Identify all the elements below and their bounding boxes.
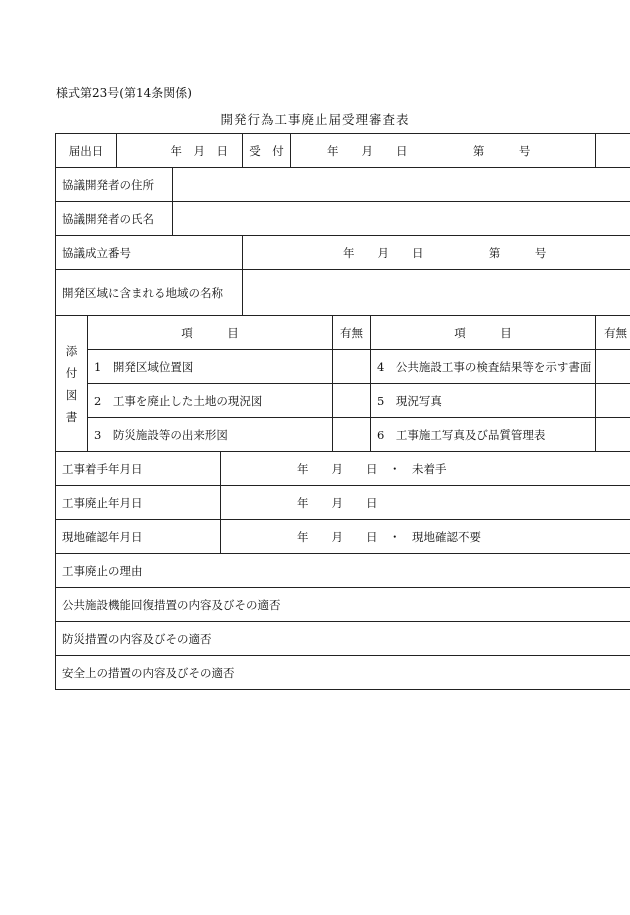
receipt-date: 年 月 日 [327,143,408,158]
attachments-row-2 [56,384,630,418]
attachments-row-1 [56,350,630,384]
area-name-field[interactable] [243,270,630,316]
attachment-item-2: 2 工事を廃止した土地の現況図 [88,384,333,418]
attachments-item-header-right: 項 目 [371,316,596,350]
agreement-date: 年 月 日 [343,245,424,260]
safety-label: 安全上の措置の内容及びその適否 [62,665,235,680]
agreement-number-label: 協議成立番号 [56,236,243,270]
site-check-label: 現地確認年月日 [56,520,221,554]
review-table [55,133,630,690]
site-check-field[interactable]: 年 月 日 ・ 現地確認不要 [221,520,630,554]
reason-label: 工事廃止の理由 [62,563,143,578]
safety-field[interactable] [56,656,630,690]
attachment-presence-2[interactable] [333,384,371,418]
attachment-presence-3[interactable] [333,418,371,452]
attachment-presence-6[interactable] [596,418,630,452]
construction-start-label: 工事着手年月日 [56,452,221,486]
row-site-check [56,520,630,554]
attachments-row-3 [56,418,630,452]
disaster-prevention-label: 防災措置の内容及びその適否 [62,631,212,646]
attachments-presence-header-right: 有無 [596,316,630,350]
construction-stop-field[interactable]: 年 月 日 [221,486,630,520]
attachment-item-4: 4 公共施設工事の検査結果等を示す書面 [371,350,596,384]
attachment-presence-4[interactable] [596,350,630,384]
row-developer-name [56,202,630,236]
reason-field[interactable] [56,554,630,588]
row-agreement-number [56,236,630,270]
attachment-item-6: 6 工事施工写真及び品質管理表 [371,418,596,452]
public-facility-label: 公共施設機能回復措置の内容及びその適否 [62,597,281,612]
form-title: 開発行為工事廃止届受理審査表 [220,112,410,127]
notify-date-field[interactable]: 年 月 日 [117,134,243,168]
row-safety [56,656,630,690]
attachment-item-5: 5 現況写真 [371,384,596,418]
construction-start-field[interactable]: 年 月 日 ・ 未着手 [221,452,630,486]
attachment-presence-1[interactable] [333,350,371,384]
attachments-label: 添 付 図 書 [56,316,88,452]
attachments-header-row [56,316,630,350]
row-area-name [56,270,630,316]
form-number: 様式第23号(第14条関係) [56,86,192,100]
notify-date-label: 届出日 [56,134,117,168]
agreement-number-field[interactable] [243,236,630,270]
row-notification-date [56,134,630,168]
row-construction-stop [56,486,630,520]
row-disaster-prevention [56,622,630,656]
receipt-field[interactable] [291,134,596,168]
row-construction-start [56,452,630,486]
construction-stop-label: 工事廃止年月日 [56,486,221,520]
attachments-presence-header-left: 有無 [333,316,371,350]
developer-name-label: 協議開発者の氏名 [56,202,173,236]
row-reason [56,554,630,588]
developer-address-label: 協議開発者の住所 [56,168,173,202]
receipt-number: 第 号 [472,143,531,158]
attachment-presence-5[interactable] [596,384,630,418]
receipt-extra-cell[interactable] [596,134,630,168]
attachment-item-1: 1 開発区域位置図 [88,350,333,384]
row-developer-address [56,168,630,202]
developer-address-field[interactable] [173,168,630,202]
area-name-label: 開発区域に含まれる地域の名称 [56,270,243,316]
agreement-number: 第 号 [488,245,547,260]
receipt-label: 受 付 [243,134,291,168]
public-facility-field[interactable] [56,588,630,622]
attachments-item-header-left: 項 目 [88,316,333,350]
disaster-prevention-field[interactable] [56,622,630,656]
row-public-facility [56,588,630,622]
developer-name-field[interactable] [173,202,630,236]
attachment-item-3: 3 防災施設等の出来形図 [88,418,333,452]
